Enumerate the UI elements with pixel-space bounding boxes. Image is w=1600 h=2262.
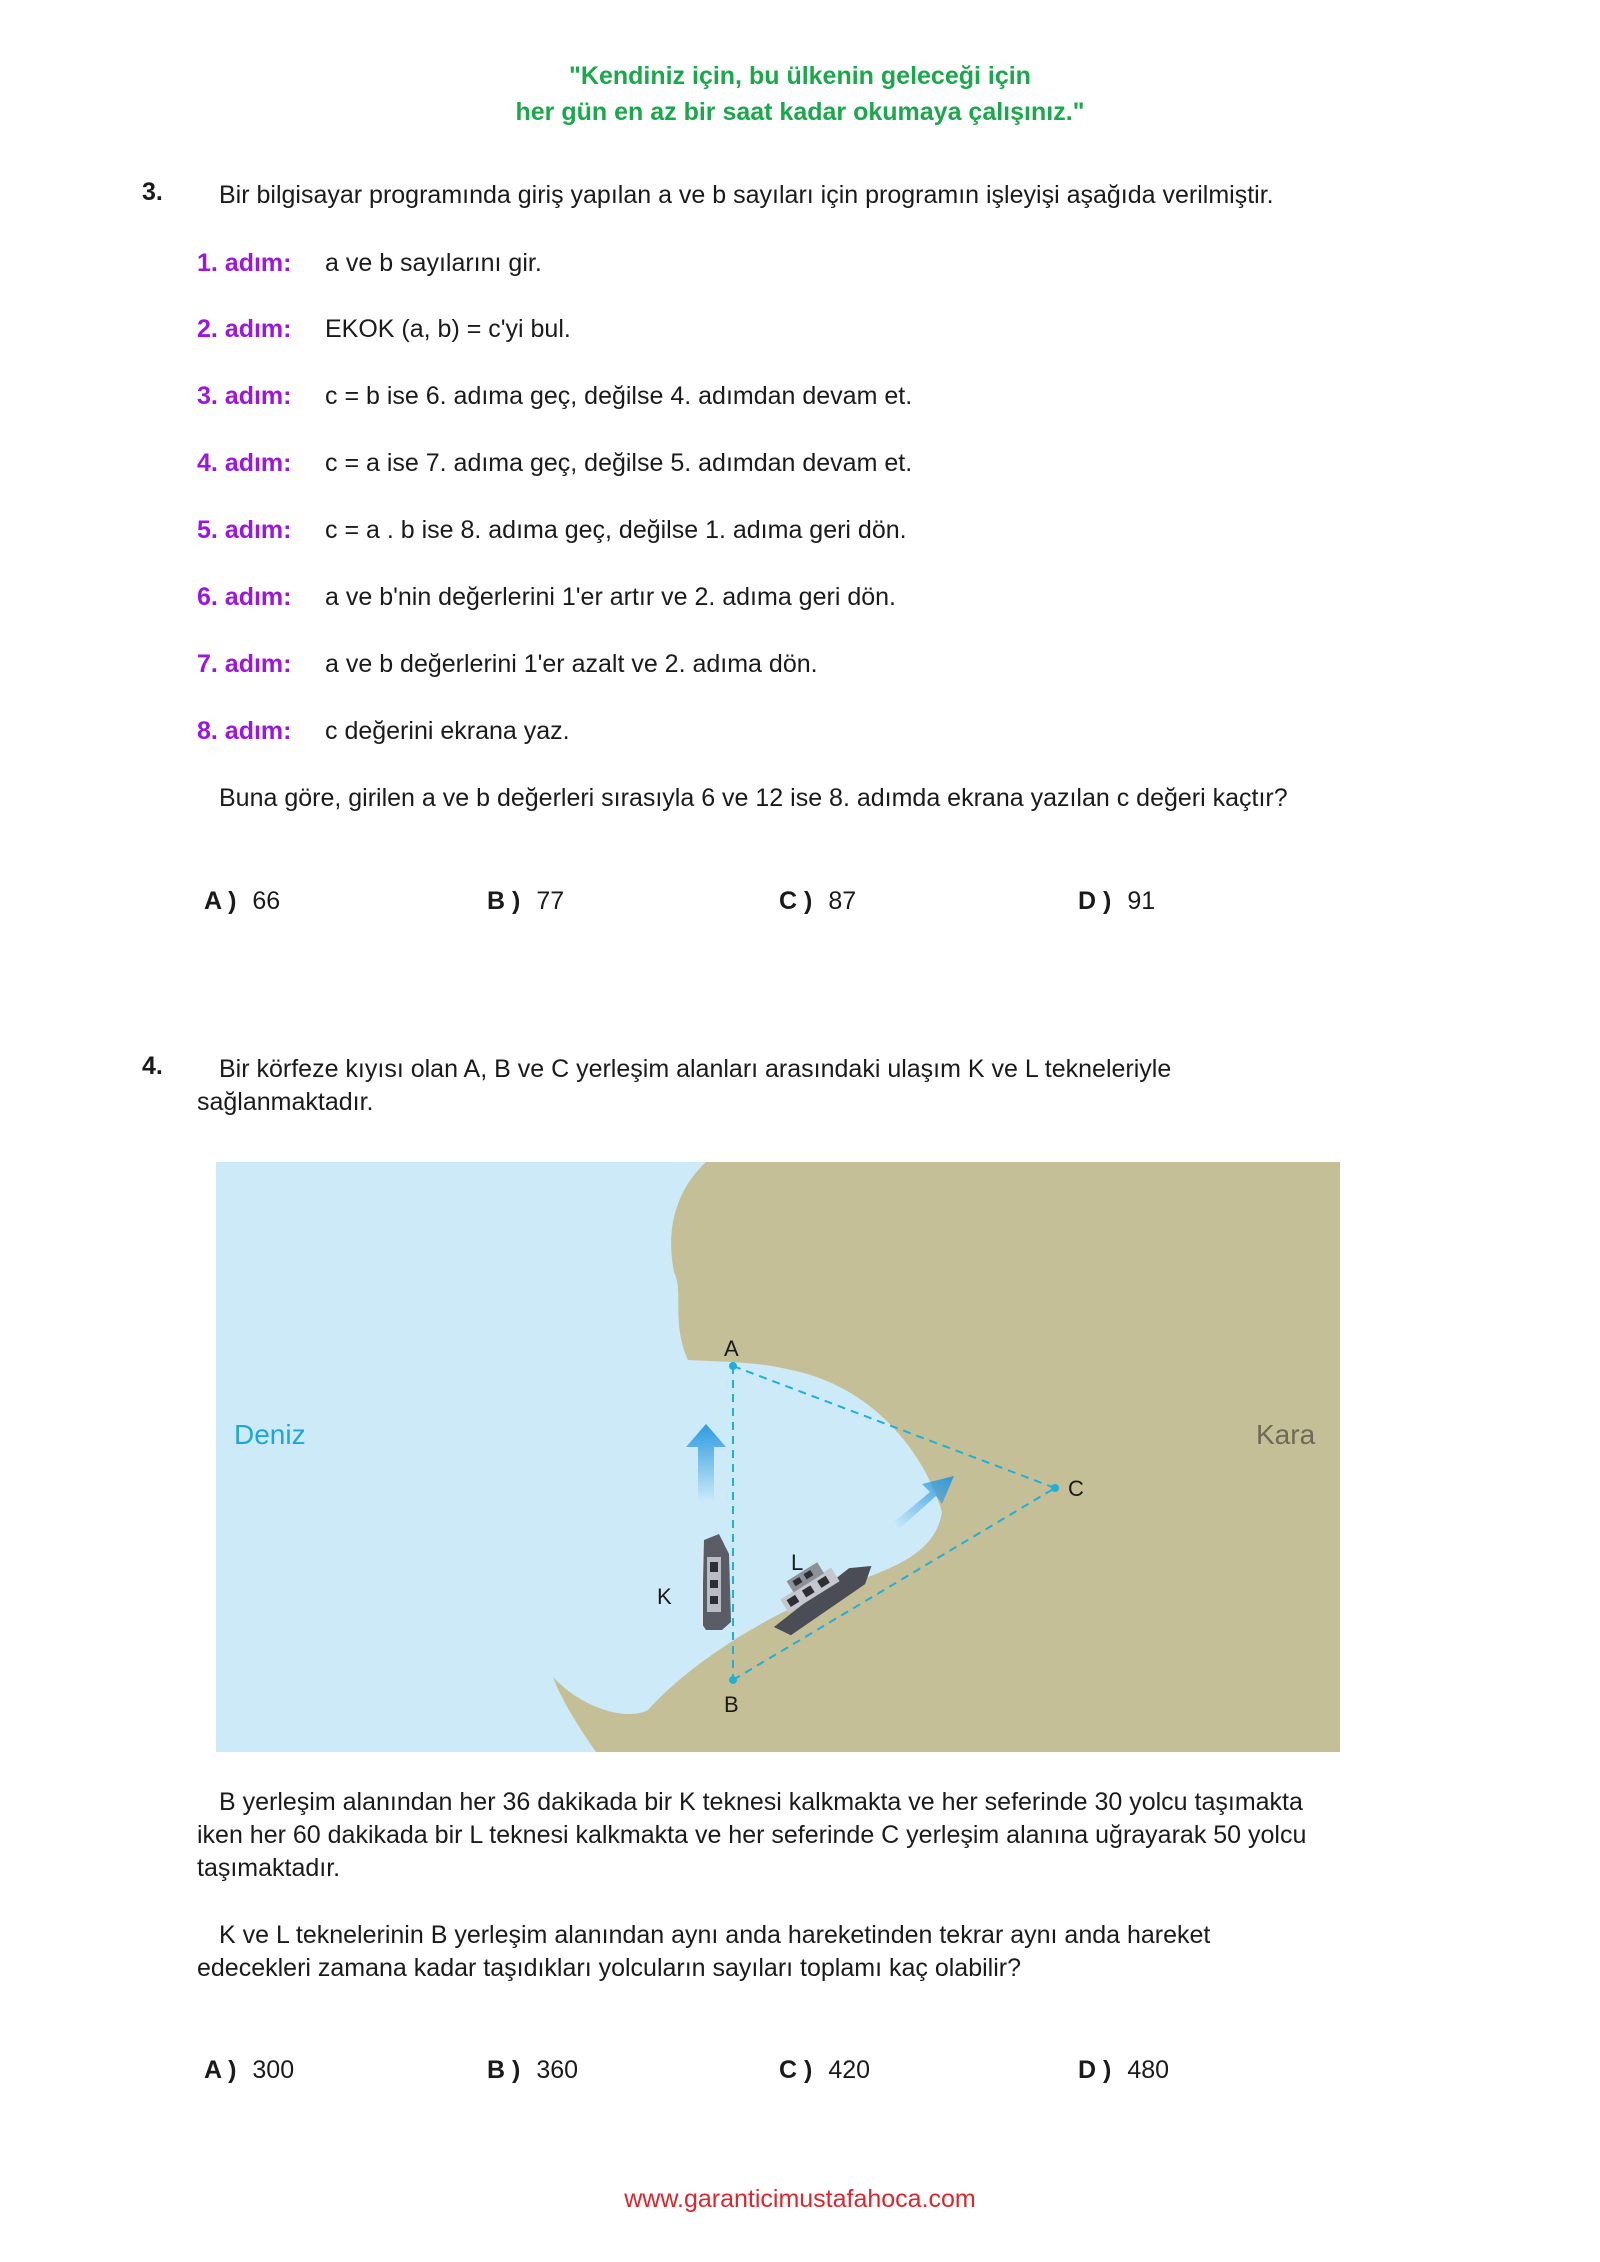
step-text: EKOK (a, b) = c'yi bul. <box>325 315 571 343</box>
step-1 <box>197 246 542 280</box>
step-text: c = a . b ise 8. adıma geç, değilse 1. adıma geri dön. <box>325 516 907 544</box>
option-key: D ) <box>1078 887 1112 915</box>
question-3-intro: Bir bilgisayar programında giriş yapılan a ve b sayıları için programın işleyişi aşağıda verilmiştir. <box>219 181 1274 209</box>
option-d[interactable] <box>1078 2053 1169 2087</box>
point-b-label: B <box>724 1692 739 1717</box>
step-text: c değerini ekrana yaz. <box>325 717 570 745</box>
step-label: 4. adım: <box>197 449 292 477</box>
option-key: B ) <box>487 2056 521 2084</box>
step-label: 5. adım: <box>197 516 292 544</box>
footer-url[interactable]: www.garanticimustafahoca.com <box>624 2185 976 2213</box>
step-3 <box>197 379 912 413</box>
option-key: C ) <box>779 2056 813 2084</box>
question-4-intro-line-2: sağlanmaktadır. <box>197 1088 374 1116</box>
option-value: 420 <box>828 2056 871 2084</box>
option-key: A ) <box>204 887 237 915</box>
question-4-intro-line-1: Bir körfeze kıyısı olan A, B ve C yerleşim alanları arasındaki ulaşım K ve L tekneleriyle <box>219 1055 1172 1083</box>
step-text: c = b ise 6. adıma geç, değilse 4. adımdan devam et. <box>325 382 913 410</box>
point-c-label: C <box>1068 1476 1084 1501</box>
sea-label: Deniz <box>234 1419 306 1450</box>
question-4-para-1-line-1: B yerleşim alanından her 36 dakikada bir K teknesi kalkmakta ve her seferinde 30 yolcu taşımakta <box>219 1788 1303 1816</box>
step-label: 8. adım: <box>197 717 292 745</box>
option-key: C ) <box>779 887 813 915</box>
option-value: 91 <box>1127 887 1156 915</box>
option-b[interactable] <box>487 2053 578 2087</box>
step-text: a ve b sayılarını gir. <box>325 249 542 277</box>
step-text: a ve b değerlerini 1'er azalt ve 2. adıma dön. <box>325 650 818 678</box>
land-label: Kara <box>1256 1419 1316 1450</box>
point-b-marker <box>729 1676 737 1684</box>
step-label: 6. adım: <box>197 583 292 611</box>
question-4-para-2-line-1: K ve L teknelerinin B yerleşim alanından aynı anda hareketinden tekrar aynı anda hareket <box>219 1921 1211 1949</box>
step-label: 2. adım: <box>197 315 292 343</box>
option-a[interactable] <box>204 884 280 918</box>
question-4-para-1-line-3: taşımaktadır. <box>197 1854 341 1882</box>
question-4-para-1-line-2: iken her 60 dakikada bir L teknesi kalkmakta ve her seferinde C yerleşim alanına uğrayarak 50 yolcu <box>197 1821 1307 1849</box>
bay-map <box>216 1162 1340 1752</box>
option-key: B ) <box>487 887 521 915</box>
step-8 <box>197 714 570 748</box>
step-5 <box>197 513 907 547</box>
point-c-marker <box>1051 1484 1059 1492</box>
option-value: 480 <box>1127 2056 1170 2084</box>
option-key: D ) <box>1078 2056 1112 2084</box>
boat-l-label: L <box>791 1550 804 1575</box>
option-value: 360 <box>536 2056 579 2084</box>
step-7 <box>197 647 818 681</box>
motto <box>0 58 1600 130</box>
step-2 <box>197 312 571 346</box>
step-label: 3. adım: <box>197 382 292 410</box>
step-6 <box>197 580 896 614</box>
step-label: 7. adım: <box>197 650 292 678</box>
step-4 <box>197 446 912 480</box>
step-label: 1. adım: <box>197 249 292 277</box>
option-value: 66 <box>252 887 281 915</box>
option-a[interactable] <box>204 2053 294 2087</box>
boat-k-label: K <box>657 1584 672 1609</box>
option-value: 77 <box>536 887 565 915</box>
motto-line-2: her gün en az bir saat kadar okumaya çalışınız." <box>515 98 1085 126</box>
motto-line-1: "Kendiniz için, bu ülkenin geleceği için <box>569 62 1031 90</box>
question-3-number: 3. <box>142 178 163 206</box>
question-3-prompt: Buna göre, girilen a ve b değerleri sırasıyla 6 ve 12 ise 8. adımda ekrana yazılan c değeri kaçtır? <box>219 784 1288 812</box>
option-value: 300 <box>252 2056 295 2084</box>
option-c[interactable] <box>779 2053 870 2087</box>
option-b[interactable] <box>487 884 564 918</box>
option-key: A ) <box>204 2056 237 2084</box>
option-c[interactable] <box>779 884 856 918</box>
point-a-marker <box>729 1362 737 1370</box>
option-value: 87 <box>828 887 857 915</box>
step-text: c = a ise 7. adıma geç, değilse 5. adımdan devam et. <box>325 449 913 477</box>
point-a-label: A <box>724 1336 739 1361</box>
question-4-number: 4. <box>142 1052 163 1080</box>
question-4-para-2-line-2: edecekleri zamana kadar taşıdıkları yolcuların sayıları toplamı kaç olabilir? <box>197 1954 1021 1982</box>
step-text: a ve b'nin değerlerini 1'er artır ve 2. adıma geri dön. <box>325 583 896 611</box>
option-d[interactable] <box>1078 884 1155 918</box>
